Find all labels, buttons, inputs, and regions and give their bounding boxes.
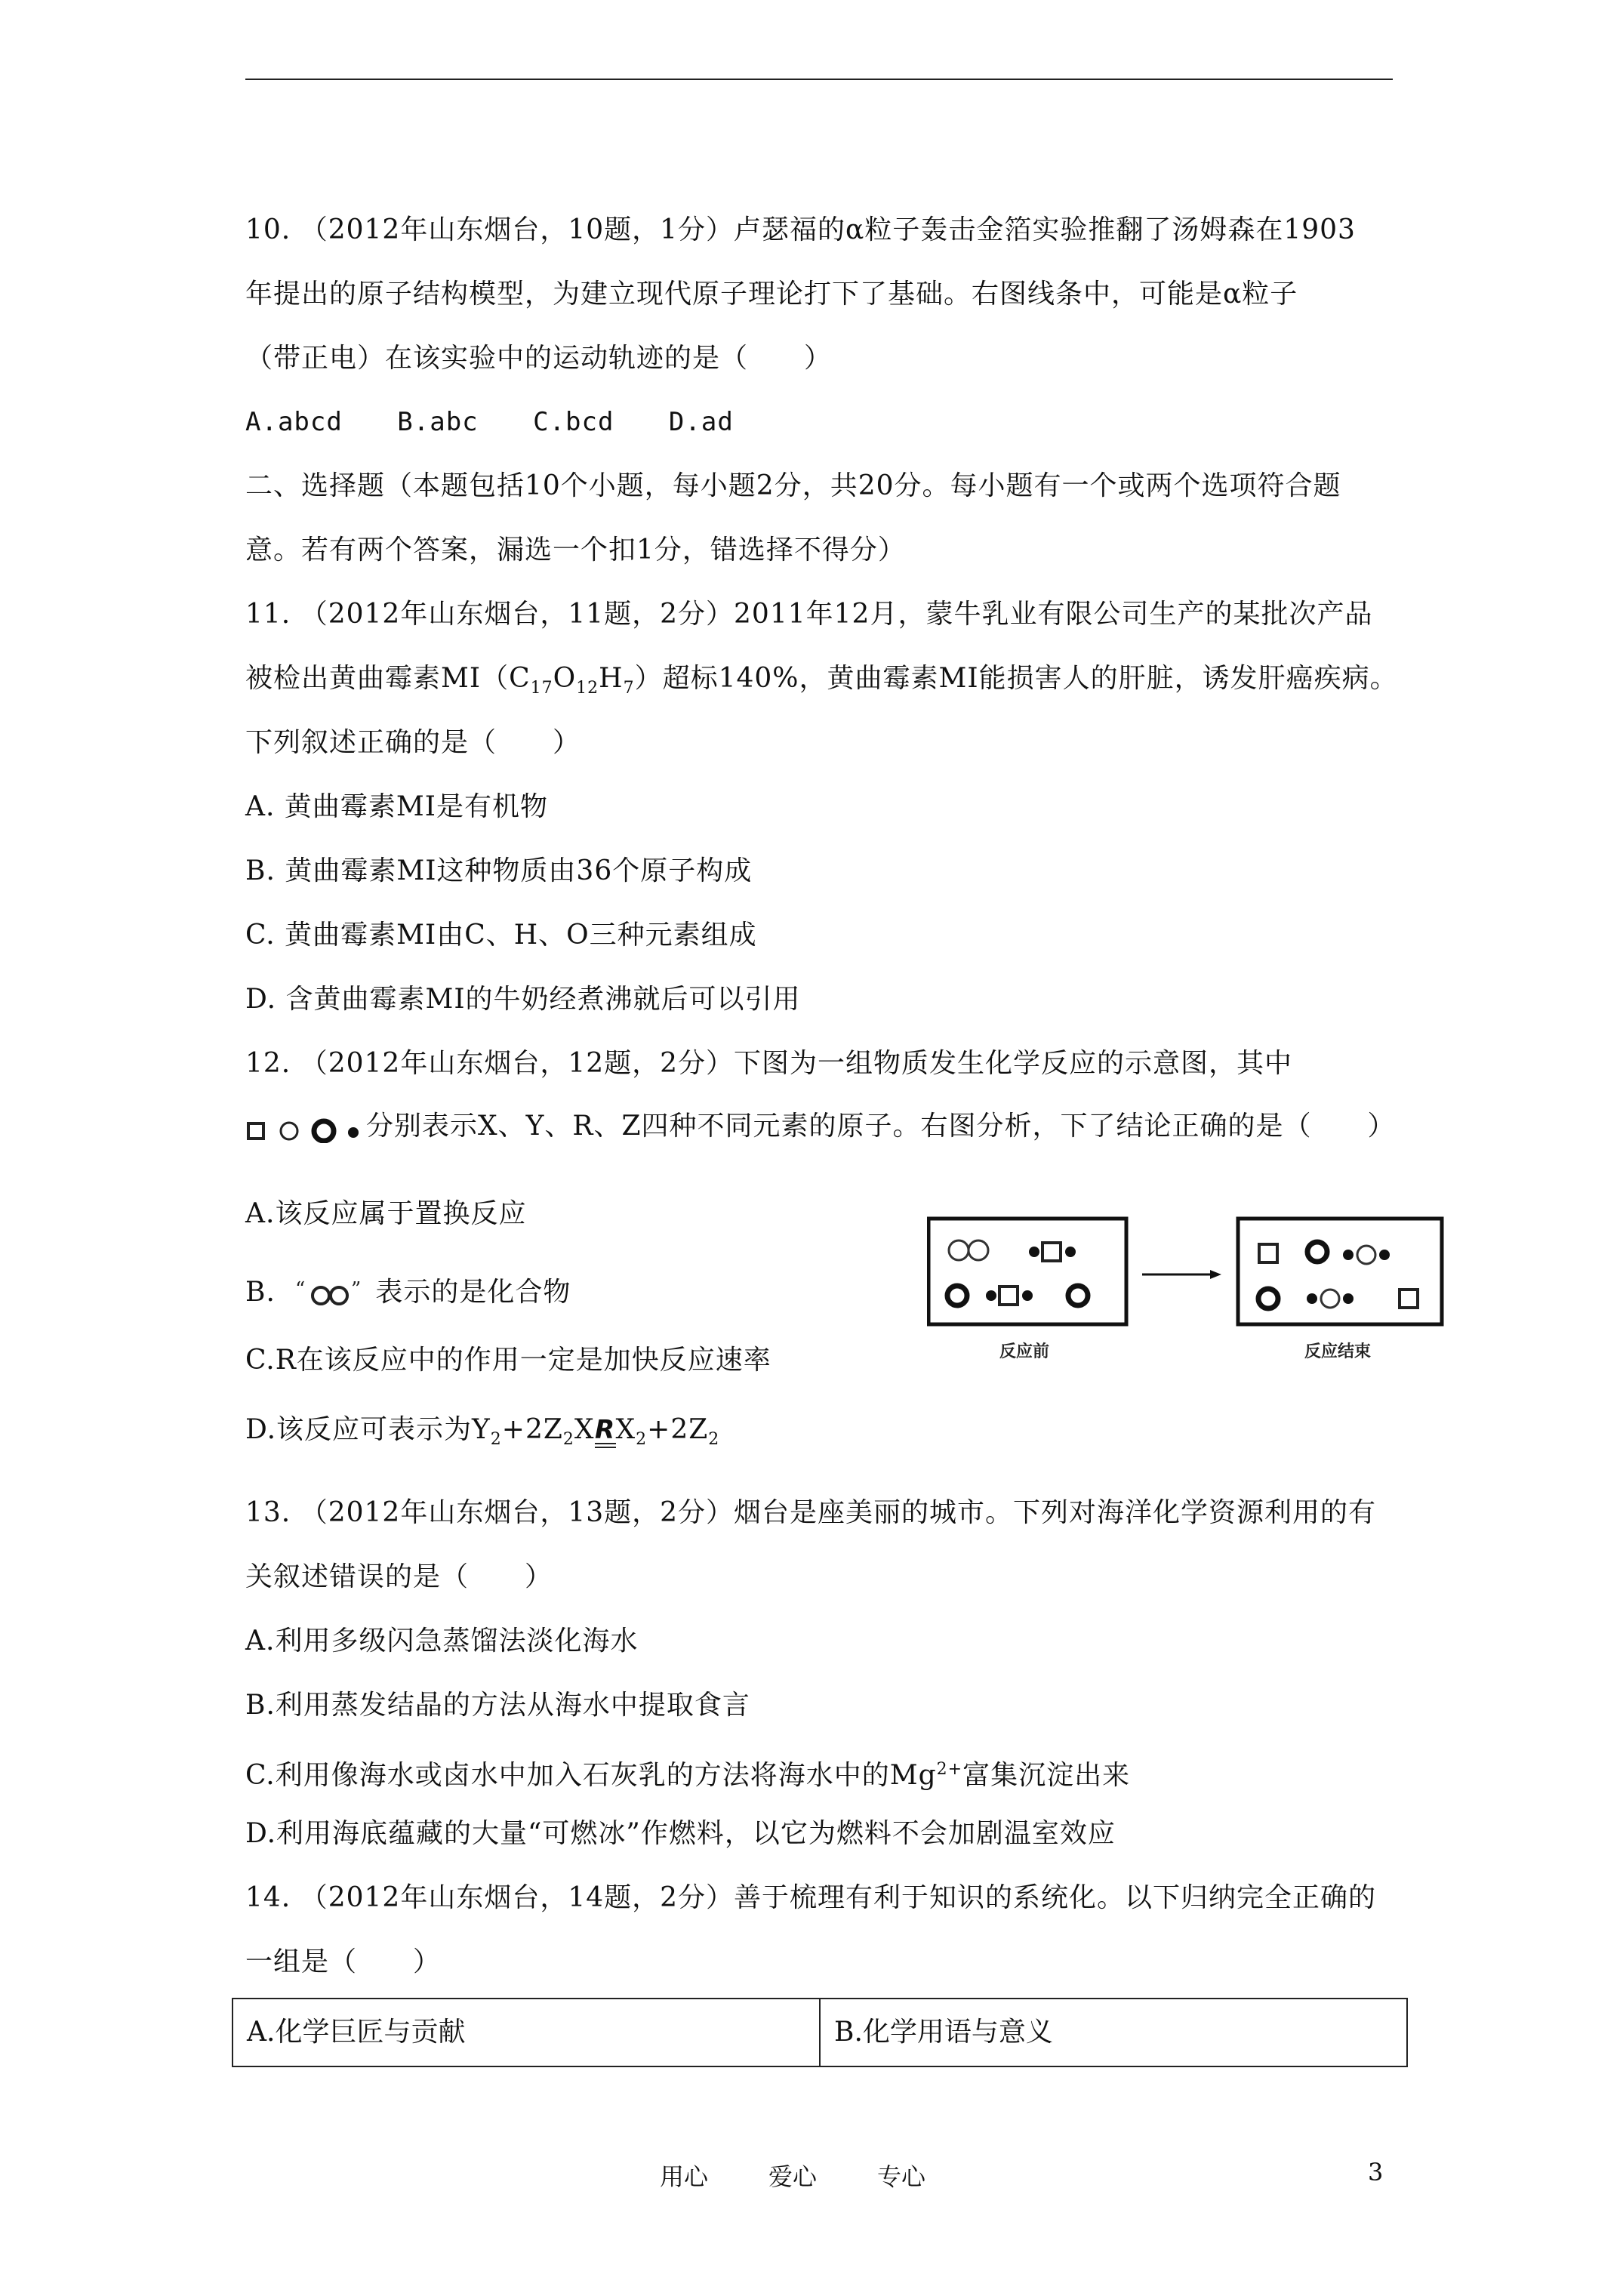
q14-table <box>232 1998 1408 2067</box>
diagram-left-label: 反应前 <box>999 1342 1050 1361</box>
q14-line1: 14. （2012年山东烟台，14题，2分）善于梳理有利于知识的系统化。以下归纳完全正确的 <box>245 1882 1377 1913</box>
svg-text:“: “ <box>295 1279 306 1301</box>
q10-option-d: D.ad <box>668 407 734 437</box>
q12-line2: 分别表示X、Y、R、Z四种不同元素的原子。右图分析，下了结论正确的是（ ） <box>245 1110 1396 1143</box>
before-box <box>929 1219 1126 1324</box>
q13-option-d: D.利用海底蕴藏的大量“可燃冰”作燃料，以它为燃料不会加剧温室效应 <box>245 1818 1116 1849</box>
q13-option-b: B.利用蒸发结晶的方法从海水中提取食言 <box>245 1690 750 1721</box>
q10-option-b: B.abc <box>397 407 479 437</box>
q12-option-d: D.该反应可表示为$Y_2+2Z_2XR$ $X_2+2Z_2$ <box>245 1414 720 1450</box>
footer-text-2: 爱心 <box>768 2162 818 2191</box>
q10-line2: 年提出的原子结构模型，为建立现代原子理论打下了基础。右图线条中，可能是α粒子 <box>245 279 1298 310</box>
diagram-right-label: 反应结束 <box>1304 1342 1372 1361</box>
q10-line3: （带正电）在该实验中的运动轨迹的是（ ） <box>245 343 833 374</box>
q13-line1: 13. （2012年山东烟台，13题，2分）烟台是座美丽的城市。下列对海洋化学资源利用的有 <box>245 1497 1377 1528</box>
q10-options <box>245 405 779 439</box>
reaction-diagram <box>927 1216 1448 1367</box>
header-rule <box>245 79 1393 80</box>
q12-option-b: B. “ ” 表示的是化合物 <box>245 1277 571 1308</box>
q13-option-c: C.利用像海水或卤水中加入石灰乳的方法将海水中的$Mg^{2+}$富集沉淀出来 <box>245 1760 1131 1791</box>
q11-option-a: A. 黄曲霉素MI是有机物 <box>245 791 548 822</box>
q12-option-a: A.该反应属于置换反应 <box>245 1198 527 1229</box>
atom-legend-icon <box>245 1113 366 1143</box>
q12-option-c: C.R在该反应中的作用一定是加快反应速率 <box>245 1345 771 1376</box>
q11-line2: 被检出黄曲霉素$MI(C_{17}O_{12}H_7)$超标140%，黄曲霉素MI能损害人的肝脏，诱发肝癌疾病。 <box>245 663 1398 698</box>
q14-line2: 一组是（ ） <box>245 1946 442 1977</box>
xy-molecule-icon <box>285 1279 375 1309</box>
reaction-arrow <box>1142 1270 1221 1279</box>
svg-text:”: ” <box>351 1279 362 1301</box>
q11-line3: 下列叙述正确的是（ ） <box>245 727 581 758</box>
q10-option-a: A.abcd <box>245 407 343 437</box>
footer-text-3: 专心 <box>877 2162 926 2191</box>
q13-line2: 关叙述错误的是（ ） <box>245 1561 553 1592</box>
after-box <box>1238 1219 1442 1324</box>
table-cell-b: B.化学用语与意义 <box>819 1999 1406 2066</box>
table-cell-a: A.化学巨匠与贡献 <box>247 2017 466 2048</box>
q11-option-c: C. 黄曲霉素MI由C、H、O三种元素组成 <box>245 920 757 951</box>
q13-option-a: A.利用多级闪急蒸馏法淡化海水 <box>245 1626 639 1657</box>
page-number: 3 <box>1368 2158 1384 2187</box>
footer-text-1: 用心 <box>660 2162 709 2191</box>
q10-option-c: C.bcd <box>533 407 614 437</box>
section2-line1: 二、选择题（本题包括10个小题，每小题2分，共20分。每小题有一个或两个选项符合题 <box>245 470 1341 501</box>
q11-option-b: B. 黄曲霉素MI这种物质由36个原子构成 <box>245 855 753 886</box>
q12-line1: 12. （2012年山东烟台，12题，2分）下图为一组物质发生化学反应的示意图，其中 <box>245 1048 1293 1079</box>
q11-option-d: D. 含黄曲霉素MI的牛奶经煮沸就后可以引用 <box>245 984 801 1015</box>
q11-line1: 11. （2012年山东烟台，11题，2分）2011年12月，蒙牛乳业有限公司生产的某批次产品 <box>245 599 1373 630</box>
q10-line1: 10. （2012年山东烟台，10题，1分）卢瑟福的α粒子轰击金箔实验推翻了汤姆森在1903 <box>245 214 1356 245</box>
section2-line2: 意。若有两个答案，漏选一个扣1分，错选择不得分） <box>245 535 906 566</box>
